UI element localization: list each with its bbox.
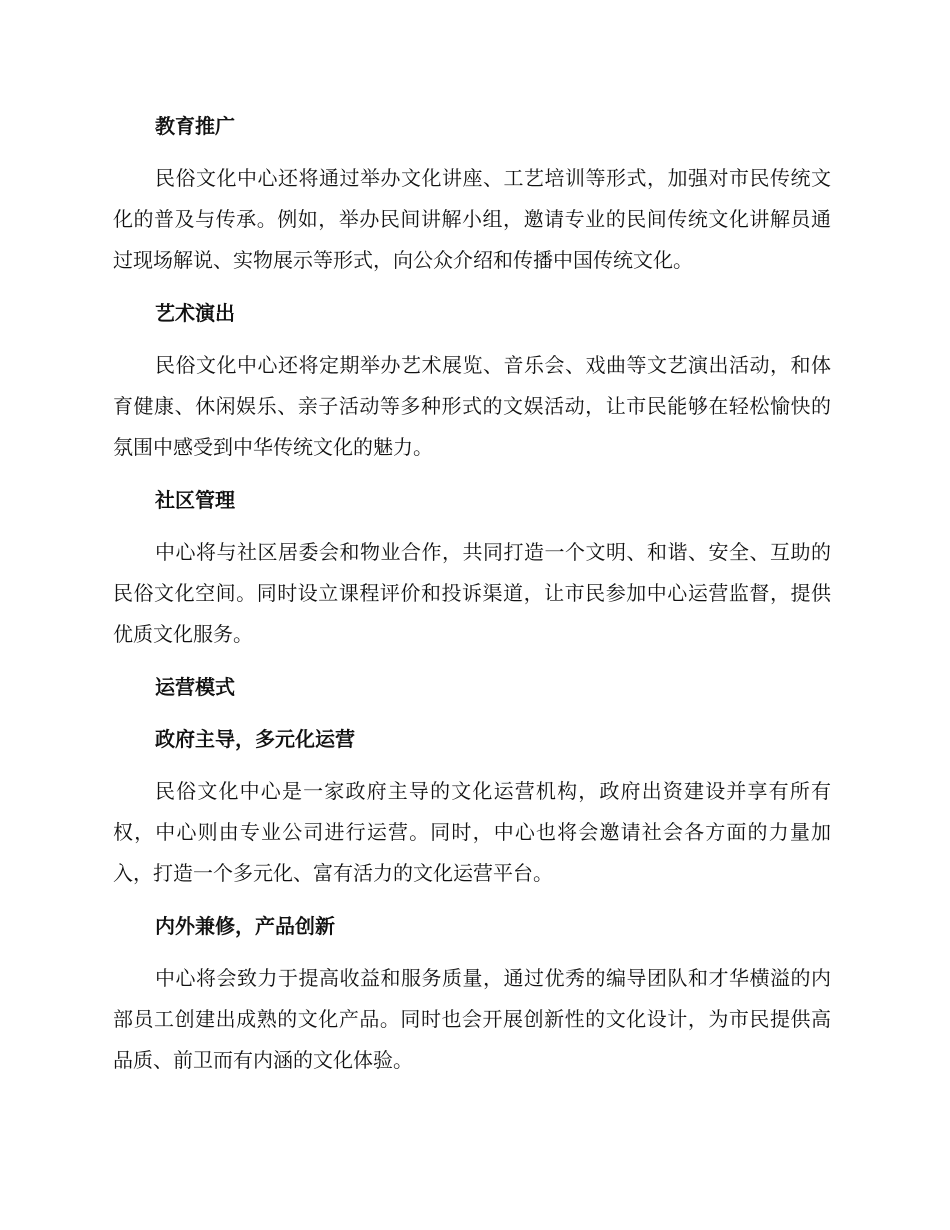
- section-heading-community: 社区管理: [155, 488, 235, 512]
- section-heading-performance: 艺术演出: [155, 301, 235, 325]
- section-paragraph-education: 民俗文化中心还将通过举办文化讲座、工艺培训等形式，加强对市民传统文化的普及与传承。例如，举办民间讲解小组，邀请专业的民间传统文化讲解员通过现场解说、实物展示等形式，向公众介绍和传播中国传统文化。: [113, 166, 831, 272]
- section-paragraph-government-led: 民俗文化中心是一家政府主导的文化运营机构，政府出资建设并享有所有权，中心则由专业公司进行运营。同时，中心也将会邀请社会各方面的力量加入，打造一个多元化、富有活力的文化运营平台。: [113, 779, 831, 885]
- section-paragraph-community: 中心将与社区居委会和物业合作，共同打造一个文明、和谐、安全、互助的民俗文化空间。同时设立课程评价和投诉渠道，让市民参加中心运营监督，提供优质文化服务。: [113, 540, 831, 646]
- section-heading-operation-mode: 运营模式: [155, 675, 235, 699]
- section-heading-innovation: 内外兼修，产品创新: [155, 914, 335, 938]
- section-heading-government-led: 政府主导，多元化运营: [155, 727, 355, 751]
- section-paragraph-innovation: 中心将会致力于提高收益和服务质量，通过优秀的编导团队和才华横溢的内部员工创建出成熟的文化产品。同时也会开展创新性的文化设计，为市民提供高品质、前卫而有内涵的文化体验。: [113, 966, 831, 1072]
- section-paragraph-performance: 民俗文化中心还将定期举办艺术展览、音乐会、戏曲等文艺演出活动，和体育健康、休闲娱乐、亲子活动等多种形式的文娱活动，让市民能够在轻松愉快的氛围中感受到中华传统文化的魅力。: [113, 353, 831, 459]
- document-body: [113, 106, 831, 1093]
- section-heading-education: 教育推广: [155, 114, 235, 138]
